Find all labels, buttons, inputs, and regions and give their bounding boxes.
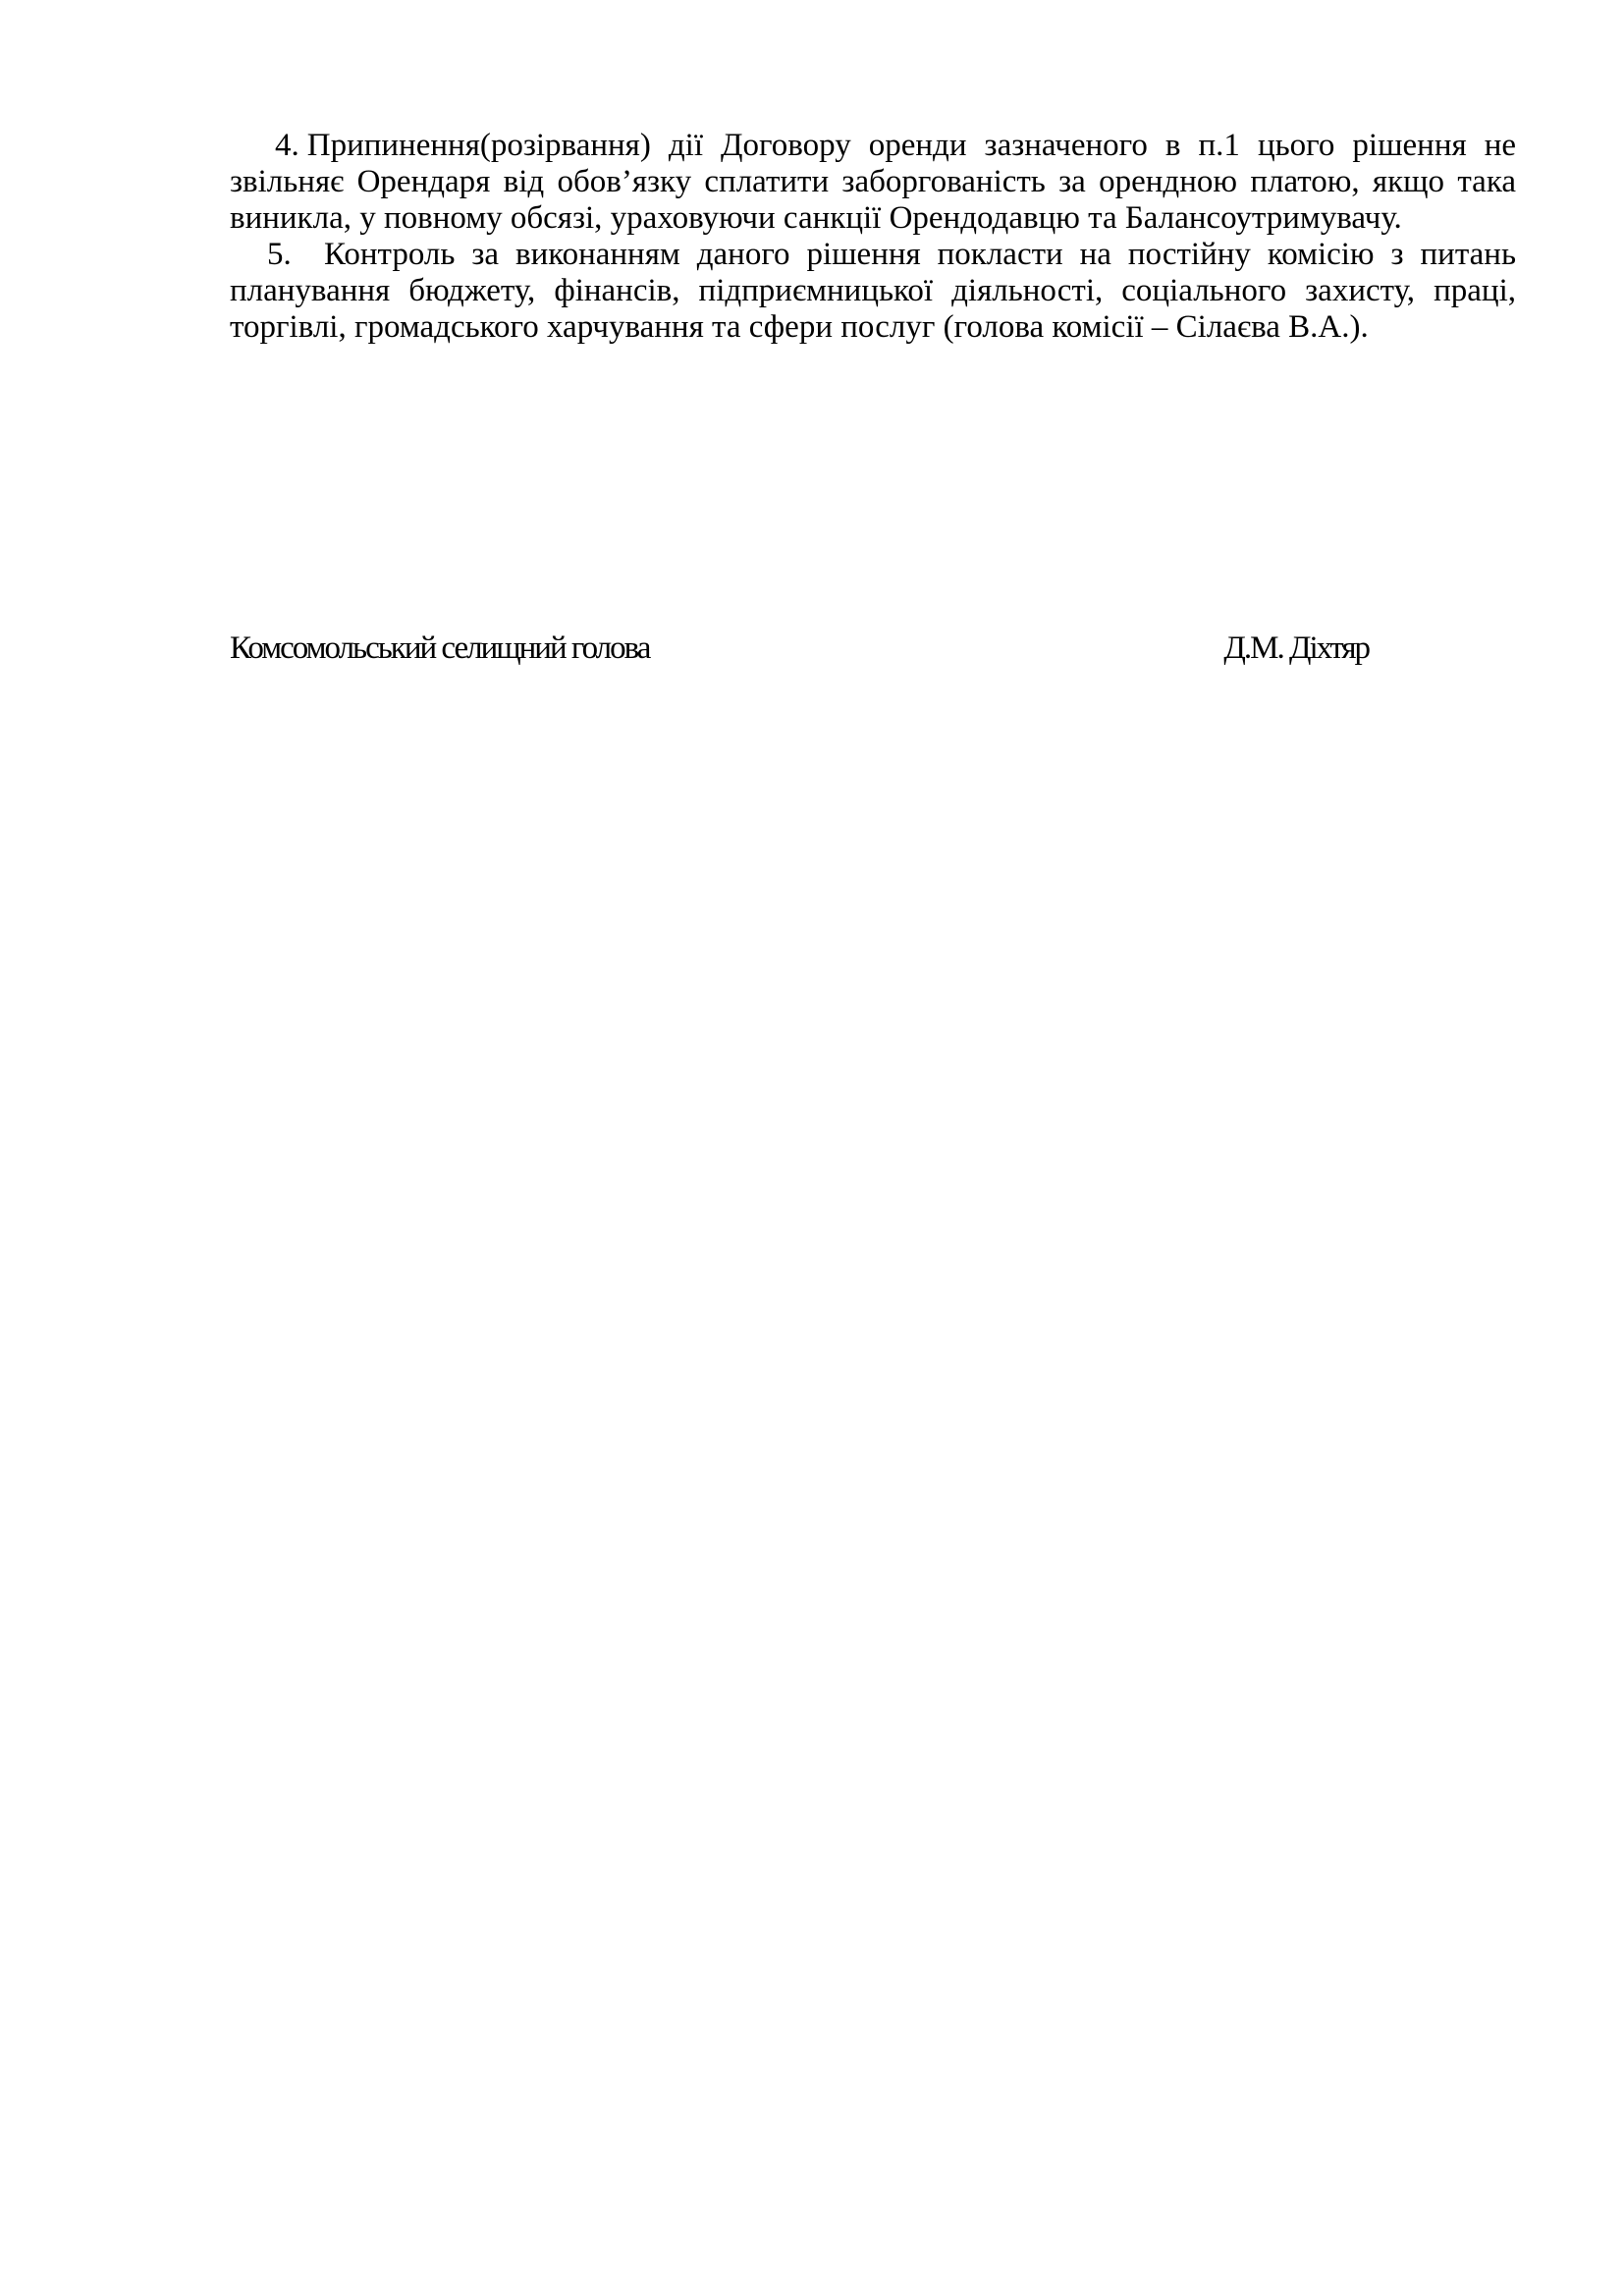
paragraph-text: Припинення(розірвання) дії Договору оренди зазначеного в п.1 цього рішення не звільняє Орендаря від обов’язку сплатити заборгованість за орендною платою, якщо така виникла, у повному обсязі, ураховуючи санкції Орендодавцю та Балансоутримувачу. [230, 128, 1516, 236]
paragraph-text: Контроль за виконанням даного рішення покласти на постійну комісію з питань планування бюджету, фінансів, підприємницької діяльності, соціального захисту, праці, торгівлі, громадського харчування та сфери послуг (голова комісії – Сілаєва В.А.). [230, 237, 1516, 345]
paragraph-number: 4. [275, 128, 299, 163]
signatory-name: Д.М. Діхтяр [1223, 630, 1369, 666]
signature-block [230, 629, 1369, 668]
paragraph-number: 5. [267, 237, 292, 272]
paragraph-4 [230, 128, 1516, 237]
paragraph-5 [230, 237, 1516, 346]
signatory-position: Комсомольський селищний голова [230, 630, 650, 666]
document-body [230, 128, 1516, 346]
